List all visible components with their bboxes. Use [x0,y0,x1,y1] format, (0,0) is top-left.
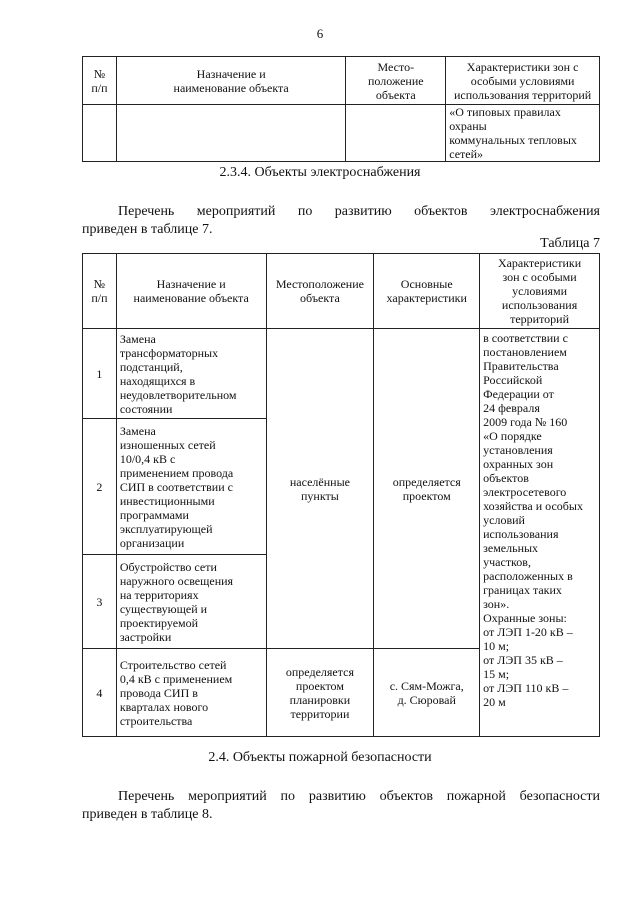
cell-location-merged: населённые пункты [266,329,374,649]
table-header-row [83,254,600,329]
cell-num [83,105,117,162]
section-heading-fire-safety: 2.4. Объекты пожарной безопасности [208,750,432,765]
header-zones: Характеристики зон с особыми условиями использования территорий [446,57,600,105]
cell-characteristics: с. Сям-Можга, д. Сюровай [374,649,480,737]
cell-num: 2 [83,419,117,555]
header-location: Местоположение объекта [266,254,374,329]
cell-zones: «О типовых правилах охраны коммунальных тепловых сетей» [446,105,600,162]
header-num: № п/п [83,254,117,329]
section-heading-electricity: 2.3.4. Объекты электроснабжения [219,165,421,180]
cell-num: 3 [83,555,117,649]
cell-num: 1 [83,329,117,419]
table-header-row [83,57,600,105]
table-caption: Таблица 7 [540,236,600,251]
header-location: Место- положение объекта [346,57,446,105]
cell-location: определяется проектом планировки территории [266,649,374,737]
cell-name: Замена изношенных сетей 10/0,4 кВ с применением провода СИП в соответствии с инвестиционными программами эксплуатирующей организации [116,419,266,555]
cell-name: Обустройство сети наружного освещения на территориях существующей и проектируемой застройки [116,555,266,649]
paragraph-fire-safety: Перечень мероприятий по развитию объектов пожарной безопасности приведен в таблице 8. [82,789,600,822]
header-num: № п/п [83,57,117,105]
table-row [83,329,600,419]
cell-name: Замена трансформаторных подстанций, находящихся в неудовлетворительном состоянии [116,329,266,419]
cell-name: Строительство сетей 0,4 кВ с применением провода СИП в кварталах нового строительства [116,649,266,737]
paragraph-electricity: Перечень мероприятий по развитию объектов электроснабжения приведен в таблице 7. [82,204,600,237]
table-row [83,105,600,162]
header-zones: Характеристики зон с особыми условиями использования территорий [480,254,600,329]
cell-characteristics-merged: определяется проектом [374,329,480,649]
header-name: Назначение и наименование объекта [116,57,345,105]
page-number: 6 [316,26,324,41]
cell-num: 4 [83,649,117,737]
table-7 [82,253,600,737]
header-characteristics: Основные характеристики [374,254,480,329]
cell-zones-merged: в соответствии с постановлением Правительства Российской Федерации от 24 февраля 2009 года № 160 «О порядке установления охранных зон объектов электросетевого хозяйства и особых условий использования земельных участков, расположенных в границах таких зон». Охранные зоны: от ЛЭП 1-20 кВ – 10 м; от ЛЭП 35 кВ – 15 м; от ЛЭП 110 кВ – 20 м [480,329,600,737]
cell-location [346,105,446,162]
cell-name [116,105,345,162]
header-name: Назначение и наименование объекта [116,254,266,329]
continuation-table [82,56,600,162]
